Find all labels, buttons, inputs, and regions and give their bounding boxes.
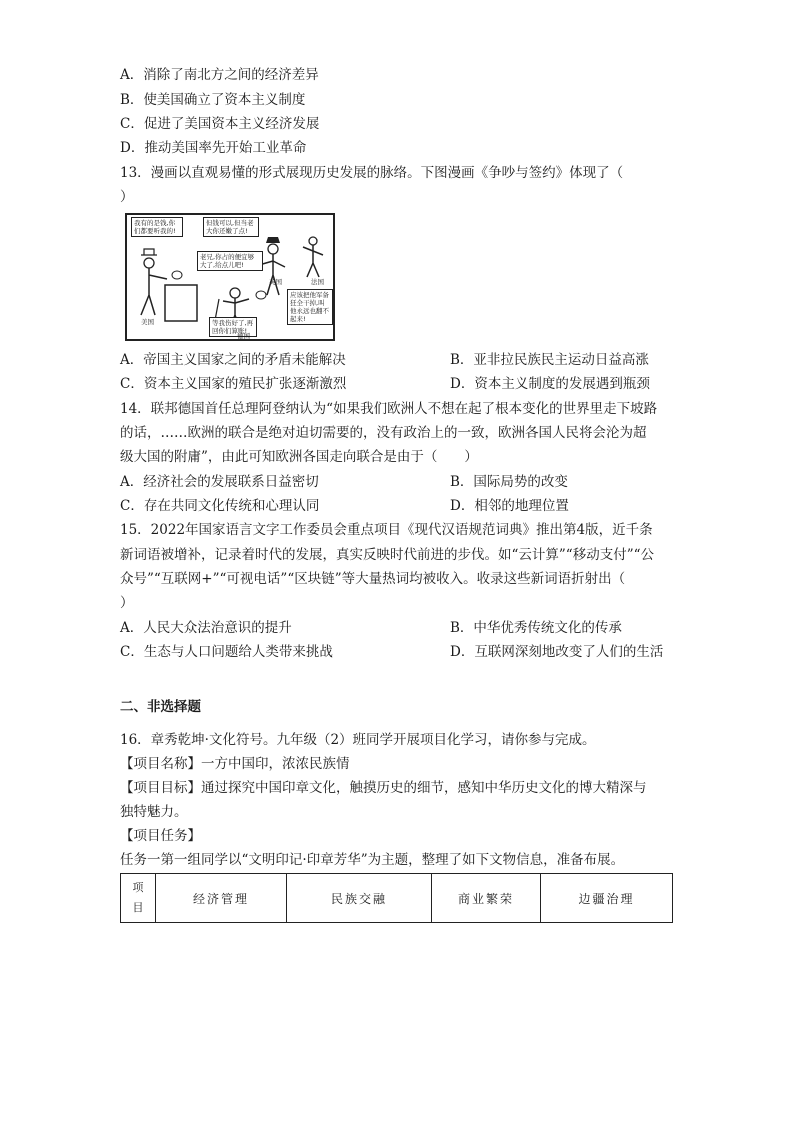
q15-option-a: A．人民大众法治意识的提升 — [120, 620, 292, 636]
table-header-cell — [121, 874, 156, 923]
q14-option-d: D．相邻的地理位置 — [450, 498, 569, 514]
cartoon-label-germany: 德国 — [237, 332, 250, 340]
cartoon-bubble-germany: 等我伤好了,再回你们算账! — [209, 317, 257, 337]
cartoon-label-usa: 美国 — [141, 318, 154, 326]
q14-stem-line3: 级大国的附庸”，由此可知欧洲各国走向联合是由于（ ） — [120, 449, 478, 465]
cartoon-bubble-france: 应该把他军备狂全干掉,叫他永远也翻不起来! — [287, 289, 333, 325]
q13-stem-line1: 13．漫画以直观易懂的形式展现历史发展的脉络。下图漫画《争吵与签约》体现了（ — [120, 165, 624, 181]
q14-option-a: A．经济社会的发展联系日益密切 — [120, 474, 319, 490]
q16-project-name: 【项目名称】一方中国印，浓浓民族情 — [120, 756, 350, 772]
q13-option-d: D．资本主义制度的发展遇到瓶颈 — [450, 376, 650, 392]
table-row — [121, 874, 673, 923]
q12-option-b: B．使美国确立了资本主义制度 — [120, 92, 306, 108]
q15-option-b: B．中华优秀传统文化的传承 — [450, 620, 622, 636]
q15-stem-line3: 众号”“互联网+”“可视电话”“区块链”等大量热词均被收入。收录这些新词语折射出（ — [120, 571, 626, 587]
cartoon-bubble-uk: 但钱可以,但当老大你还嫩了点! — [203, 217, 259, 237]
q13-stem-line2: ） — [120, 189, 134, 205]
q13-option-b: B．亚非拉民族民主运动日益高涨 — [450, 352, 649, 368]
q13-cartoon — [125, 213, 335, 341]
q14-option-b: B．国际局势的改变 — [450, 474, 568, 490]
q14-stem-line2: 的话，……欧洲的联合是绝对迫切需要的，没有政治上的一致，欧洲各国人民将会沦为超 — [120, 425, 647, 441]
q16-task1: 任务一第一组同学以“文明印记·印章芳华”为主题，整理了如下文物信息，准备布展。 — [120, 852, 625, 868]
cartoon-bubble-usa: 我有的是钱,你们都要听我的! — [131, 217, 183, 237]
q16-project-goal-line2: 独特魅力。 — [120, 804, 188, 820]
table-cell-economy: 经济管理 — [156, 874, 287, 923]
section-heading: 二、非选择题 — [120, 699, 201, 715]
q15-option-d: D．互联网深刻地改变了人们的生活 — [450, 644, 664, 660]
q13-option-c: C．资本主义国家的殖民扩张逐渐激烈 — [120, 376, 347, 392]
cartoon-bubble-fr-to-uk: 老兄,你占的便宜够大了,给点儿吧! — [197, 251, 263, 271]
q15-stem-line2: 新词语被增补，记录着时代的发展，真实反映时代前进的步伐。如“云计算”“移动支付”“公 — [120, 547, 655, 563]
table-cell-commerce: 商业繁荣 — [432, 874, 541, 923]
table-cell-frontier: 边疆治理 — [541, 874, 673, 923]
q13-option-a: A．帝国主义国家之间的矛盾未能解决 — [120, 352, 346, 368]
q12-option-a: A．消除了南北方之间的经济差异 — [120, 67, 319, 83]
q16-tasks-title: 【项目任务】 — [120, 828, 201, 844]
q16-stem: 16．章秀乾坤·文化符号。九年级（2）班同学开展项目化学习，请你参与完成。 — [120, 732, 596, 748]
artifact-table — [120, 873, 673, 923]
q12-option-d: D．推动美国率先开始工业革命 — [120, 140, 307, 156]
header-char-top: 项 — [132, 881, 144, 894]
q15-stem-line1: 15．2022年国家语言文字工作委员会重点项目《现代汉语规范词典》推出第4版，近千条 — [120, 522, 653, 538]
table-cell-ethnic: 民族交融 — [287, 874, 432, 923]
q15-stem-line4: ） — [120, 595, 134, 611]
cartoon-label-france: 法国 — [311, 278, 324, 286]
header-char-bottom: 目 — [132, 901, 144, 914]
q16-project-goal-line1: 【项目目标】通过探究中国印章文化，触摸历史的细节，感知中华历史文化的博大精深与 — [120, 780, 647, 796]
q14-option-c: C．存在共同文化传统和心理认同 — [120, 498, 320, 514]
cartoon-label-uk: 英国 — [269, 278, 282, 286]
q14-stem-line1: 14．联邦德国首任总理阿登纳认为“如果我们欧洲人不想在起了根本变化的世界里走下坡路 — [120, 401, 658, 417]
q15-option-c: C．生态与人口问题给人类带来挑战 — [120, 644, 333, 660]
q12-option-c: C．促进了美国资本主义经济发展 — [120, 116, 320, 132]
